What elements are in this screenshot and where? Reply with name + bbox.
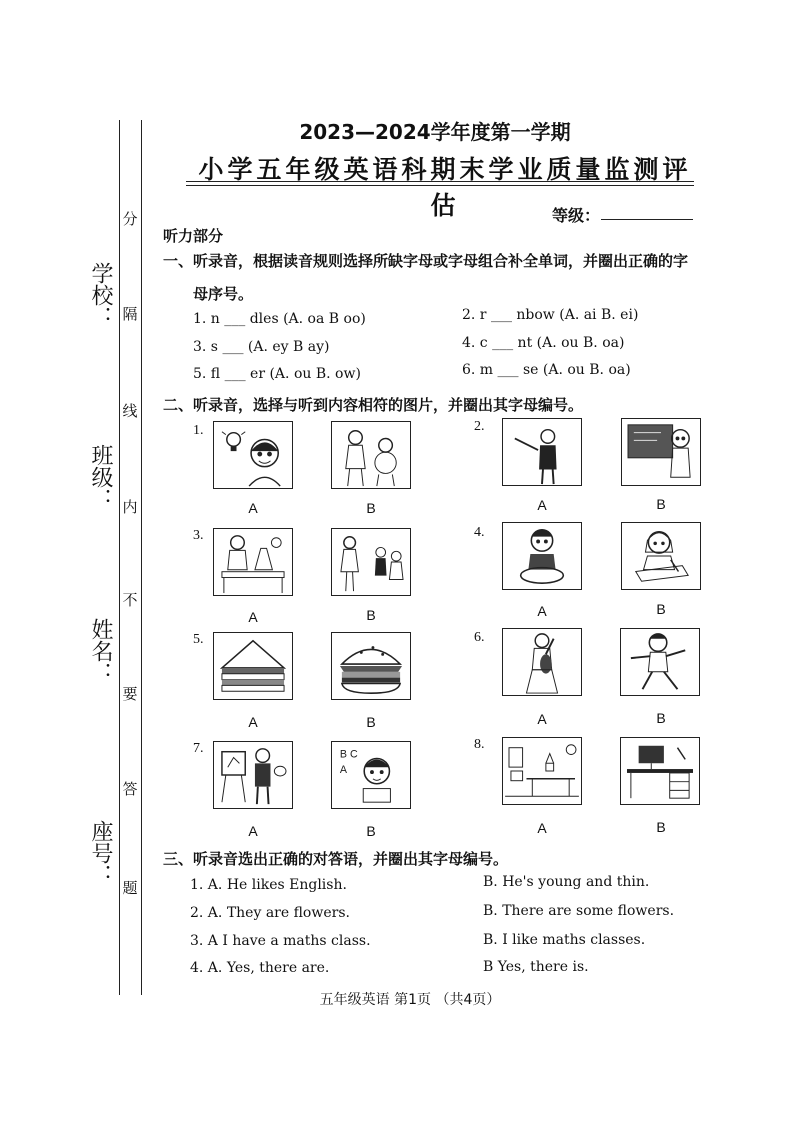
- s2-option-b[interactable]: B: [366, 500, 376, 516]
- school-label-text: 学校：: [88, 262, 113, 328]
- living-room-picture[interactable]: [502, 737, 582, 805]
- sandwich-picture[interactable]: [213, 632, 293, 700]
- s1-question-5: 5. fl ___ er (A. ou B. ow): [193, 366, 361, 382]
- grade-label: 等级：: [552, 206, 601, 225]
- name-label-text: 姓名：: [88, 618, 113, 684]
- s2-option-a[interactable]: A: [248, 714, 258, 730]
- grade-answer-line[interactable]: [601, 219, 693, 220]
- s3-option-b[interactable]: B. He's young and thin.: [483, 874, 650, 890]
- class-label-text: 班级：: [88, 444, 113, 510]
- s3-option-b[interactable]: B. I like maths classes.: [483, 932, 646, 948]
- teacher-pointing-picture[interactable]: [502, 418, 582, 486]
- s2-option-a[interactable]: A: [248, 609, 258, 625]
- section3-heading: 三、听录音选出正确的对答语，并圈出其字母编号。: [163, 850, 509, 868]
- section1-heading: 一、听录音，根据读音规则选择所缺字母或字母组合补全单词，并圈出正确的字: [163, 252, 689, 270]
- cut-line-char: 要: [122, 685, 138, 703]
- s2-item-number: 1.: [193, 423, 204, 438]
- painter-easel-picture[interactable]: [213, 741, 293, 809]
- family-walk-picture[interactable]: [331, 528, 411, 596]
- section1-heading-cont: 母序号。: [193, 285, 254, 303]
- cut-line-char: 内: [122, 498, 138, 516]
- girl-reading-abc-picture[interactable]: [331, 741, 411, 809]
- s2-option-b[interactable]: B: [656, 819, 666, 835]
- binding-line-left: [119, 120, 120, 995]
- girl-writing-picture[interactable]: [621, 522, 701, 590]
- cut-line-char: 不: [122, 591, 138, 609]
- kungfu-boy-picture[interactable]: [620, 628, 700, 696]
- s1-question-4: 4. c ___ nt (A. ou B. oa): [462, 335, 625, 351]
- binding-line-right: [141, 120, 142, 995]
- s2-option-a[interactable]: A: [537, 711, 547, 727]
- name-field-label: [86, 618, 116, 684]
- idea-girl-picture[interactable]: [213, 421, 293, 489]
- s3-option-a[interactable]: 2. A. They are flowers.: [190, 905, 350, 921]
- s3-option-a[interactable]: 3. A I have a maths class.: [190, 933, 371, 949]
- s1-question-1: 1. n ___ dles (A. oa B oo): [193, 311, 366, 327]
- girls-play-picture[interactable]: [331, 421, 411, 489]
- s3-option-a[interactable]: 1. A. He likes English.: [190, 877, 347, 893]
- s2-option-b[interactable]: B: [656, 601, 666, 617]
- s3-option-b[interactable]: B Yes, there is.: [483, 959, 589, 975]
- exam-term-title: 2023—2024学年度第一学期: [299, 120, 571, 144]
- exam-main-title: 小学五年级英语科期末学业质量监测评估: [198, 155, 692, 220]
- title-rule-bottom: [186, 185, 694, 186]
- cut-line-char: 隔: [122, 305, 138, 323]
- school-field-label: [86, 262, 116, 328]
- pipa-player-picture[interactable]: [502, 628, 582, 696]
- svg-text:B C: B C: [339, 748, 358, 761]
- old-man-blackboard-picture[interactable]: [621, 418, 701, 486]
- s2-option-b[interactable]: B: [656, 496, 666, 512]
- s2-item-number: 3.: [193, 528, 204, 543]
- s2-option-b[interactable]: B: [366, 607, 376, 623]
- desk-computer-picture[interactable]: [620, 737, 700, 805]
- section2-heading: 二、听录音，选择与听到内容相符的图片，并圈出其字母编号。: [163, 396, 584, 414]
- listening-part-title: 听力部分: [163, 227, 224, 245]
- s2-item-number: 2.: [474, 419, 485, 434]
- seat-label-text: 座号：: [88, 820, 113, 886]
- s2-option-a[interactable]: A: [537, 603, 547, 619]
- hamburger-picture[interactable]: [331, 632, 411, 700]
- boy-washing-picture[interactable]: [502, 522, 582, 590]
- s2-item-number: 8.: [474, 737, 485, 752]
- s2-option-b[interactable]: B: [366, 823, 376, 839]
- page-footer: 五年级英语 第1页 （共4页）: [319, 992, 501, 1008]
- s2-option-b[interactable]: B: [366, 714, 376, 730]
- science-experiment-picture[interactable]: [213, 528, 293, 596]
- s2-option-b[interactable]: B: [656, 710, 666, 726]
- s2-option-a[interactable]: A: [248, 500, 258, 516]
- s1-question-2: 2. r ___ nbow (A. ai B. ei): [462, 307, 639, 323]
- svg-text:A: A: [339, 764, 348, 777]
- title-rule-top: [186, 181, 694, 182]
- cut-line-char: 线: [122, 402, 138, 420]
- s2-option-a[interactable]: A: [537, 820, 547, 836]
- s2-item-number: 7.: [193, 741, 204, 756]
- s2-item-number: 6.: [474, 630, 485, 645]
- cut-line-char: 答: [122, 780, 138, 798]
- class-field-label: [86, 444, 116, 510]
- cut-line-char: 题: [122, 879, 138, 897]
- s3-option-a[interactable]: 4. A. Yes, there are.: [190, 960, 330, 976]
- s2-item-number: 5.: [193, 632, 204, 647]
- s1-question-3: 3. s ___ (A. ey B ay): [193, 339, 330, 355]
- s2-item-number: 4.: [474, 525, 485, 540]
- s2-option-a[interactable]: A: [248, 823, 258, 839]
- s2-option-a[interactable]: A: [537, 497, 547, 513]
- cut-line-char: 分: [122, 210, 138, 228]
- seat-field-label: [86, 820, 116, 886]
- s1-question-6: 6. m ___ se (A. ou B. oa): [462, 362, 631, 378]
- s3-option-b[interactable]: B. There are some flowers.: [483, 903, 675, 919]
